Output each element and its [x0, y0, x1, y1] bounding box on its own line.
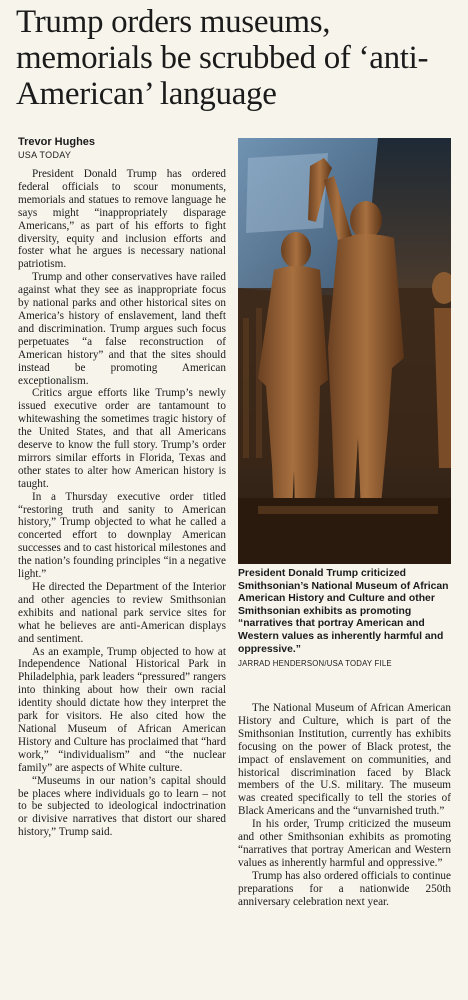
paragraph: He directed the Department of the Interior and other agencies to review Smithsonian exhibits and national park service sites for what he believes are anti-American displays and sentiment.	[18, 581, 226, 645]
caption-text: President Donald Trump criticized Smithsonian’s National Museum of African American History and Culture and other Smithsonian exhibits as promoting “narratives that portray American and Western values as inherently harmful and oppressive.”	[238, 568, 449, 655]
paragraph: As an example, Trump objected to how at Independence National Historical Park in Philadelphia, park leaders “pressured” rangers into thinking about how their own racial identity should dictate how they interpret the park for visitors. He also cited how the National Museum of African American History and Culture has proclaimed that “hard work,” “individualism” and “the nuclear family” are aspects of White culture.	[18, 645, 226, 774]
photo-credit: JARRAD HENDERSON/USA TODAY FILE	[238, 659, 392, 669]
paragraph: In a Thursday executive order titled “restoring truth and sanity to American history,” Trump objected to what he called a concerted effort to downplay American successes and to cast historical milestones and the nation’s founding principles “in a negative light.”	[18, 490, 226, 581]
paragraph: Trump and other conservatives have railed against what they see as inappropriate focus by national parks and other historical sites on America’s history of enslavement, land theft and discrimination. Trump argues such focus perpetuates “a false reconstruction of American history” and that the sites should instead be promoting American exceptionalism.	[18, 271, 226, 387]
paragraph: Critics argue efforts like Trump’s newly issued executive order are tantamount to whitewashing the sometimes tragic history of the United States, and that all Americans deserve to know the full story. Trump’s order mirrors similar efforts in Florida, Texas and other states to alter how American history is taught.	[18, 387, 226, 490]
right-column	[238, 702, 451, 909]
author-name: Trevor Hughes	[18, 136, 96, 148]
paragraph: President Donald Trump has ordered federal officials to scour monuments, memorials and statues to remove language he says might “inappropriately disparage Americans,” as part of his efforts to fight diversity, equity and inclusion efforts and foster what he argues is necessary national patriotism.	[18, 168, 226, 271]
byline	[18, 136, 228, 161]
statue-photo	[238, 138, 451, 564]
paragraph: “Museums in our nation’s capital should be places where individuals go to learn – not to be subjected to ideological indoctrination or divisive narratives that distort our shared history,” Trump said.	[18, 774, 226, 839]
outlet-name: USA TODAY	[18, 150, 72, 160]
paragraph: The National Museum of African American History and Culture, which is part of the Smithsonian Institution, currently has exhibits focusing on the power of Black protest, the impact of enslavement on communities, and historical discrimination faced by Black members of the U.S. military. The museum was created specifically to tell the stories of Black Americans and the “unvarnished truth.”	[238, 702, 451, 818]
paragraph: Trump has also ordered officials to continue preparations for a nationwide 250th anniversary celebration next year.	[238, 869, 451, 908]
left-column	[18, 168, 226, 839]
photo-caption	[238, 568, 451, 669]
paragraph: In his order, Trump criticized the museum and other Smithsonian exhibits as promoting “narratives that portray American and Western values as inherently harmful and oppressive.”	[238, 818, 451, 869]
headline: Trump orders museums, memorials be scrubbed of ‘anti-American’ language	[16, 4, 429, 112]
